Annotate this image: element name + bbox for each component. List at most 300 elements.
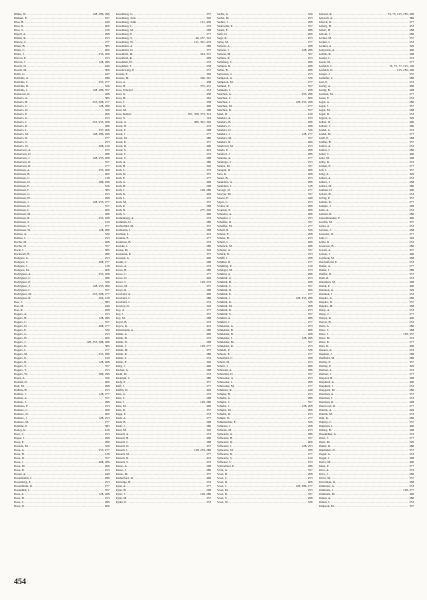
entry-pages: 357 — [206, 496, 211, 500]
entry-name: Schneider, R. — [217, 344, 234, 348]
entry-pages: 286 — [409, 100, 414, 104]
entry-name: Roth, A. — [115, 160, 126, 164]
entry-name: Rodriguez, J. — [14, 284, 31, 288]
entry-name: Sessions, D. — [318, 232, 334, 236]
entry-name: Roth, J. — [115, 188, 126, 192]
entry-name: Schiller, R. — [217, 260, 231, 264]
entry-name: Ross, G. — [115, 92, 127, 96]
entry-pages: 253 — [307, 324, 313, 328]
entry-pages: 268 — [104, 32, 110, 36]
entry-name: Silva, J. — [318, 472, 329, 476]
entry-name: Schwartz, J. — [217, 444, 233, 448]
entry-name: Robbins, D. — [14, 84, 29, 88]
entry-name: Roach, M. — [14, 68, 27, 72]
entry-name: Scott, W. — [217, 500, 229, 504]
entry-pages: 286, 296 — [98, 180, 110, 184]
entry-name: Rosenzweig, P. — [115, 68, 135, 72]
entry-pages: 268 — [307, 472, 313, 476]
entry-name: Rossi, M. — [115, 136, 128, 140]
entry-name: Roberts, R. — [14, 136, 29, 140]
entry-name: Ryder, P. — [115, 500, 127, 504]
entry-name: Shepherd, J. — [318, 384, 334, 388]
entry-name: Rush, A. — [115, 416, 127, 420]
entry-pages: 268 — [206, 396, 211, 400]
entry-pages: 326 — [104, 108, 110, 112]
entry-pages: 357 — [307, 436, 313, 440]
entry-name: Rogers, L. — [14, 348, 27, 352]
entry-pages: 253 — [409, 224, 414, 228]
entry-pages: 253, 268 — [98, 272, 110, 276]
index-entry — [319, 504, 415, 508]
entry-pages: 286 — [307, 212, 313, 216]
entry-name: Sato, K. — [217, 172, 228, 176]
entry-name: Simon, J. — [318, 500, 331, 504]
entry-pages: 277 — [307, 224, 313, 228]
entry-name: Sayer, C. — [217, 200, 229, 204]
entry-name: Roney, K. — [14, 428, 27, 432]
entry-name: Schuler, B. — [217, 392, 231, 396]
entry-pages: 385 — [104, 44, 110, 48]
entry-name: Rosenberg, John — [115, 20, 137, 24]
entry-pages: 357 — [206, 444, 211, 448]
entry-name: Rogers, G. — [14, 332, 28, 336]
entry-name: Sampson, M. — [217, 80, 234, 84]
entry-pages: 253, 286 — [301, 92, 313, 96]
entry-pages: 326 — [104, 280, 110, 284]
entry-pages: 419 — [206, 456, 211, 460]
entry-name: Rogers, D. — [14, 324, 28, 328]
entry-pages: 277 — [307, 188, 313, 192]
entry-pages: 253 — [104, 148, 110, 152]
entry-name: Schneider, D. — [217, 332, 234, 336]
entry-pages: 406 — [409, 84, 414, 88]
entry-pages: 253 — [307, 360, 313, 364]
entry-pages: 406 — [409, 424, 414, 428]
entry-name: Rosenblatt, A. — [115, 44, 134, 48]
entry-pages: 253 — [104, 368, 110, 372]
entry-name: Schroeder, M. — [217, 384, 235, 388]
entry-pages: 253, 277 — [98, 448, 110, 452]
entry-name: Roberts, M. — [14, 132, 29, 136]
entry-pages: 406 — [307, 480, 313, 484]
entry-name: Rose, M. — [14, 464, 26, 468]
entry-name: Sherman, J. — [318, 396, 334, 400]
entry-pages: 277 — [409, 92, 414, 96]
entry-pages: 277 — [409, 132, 414, 136]
entry-pages: 406 — [206, 104, 211, 108]
entry-pages: 253 — [206, 240, 211, 244]
entry-name: Rossi, P. — [115, 140, 127, 144]
entry-pages: 268 — [409, 156, 414, 160]
entry-pages: 268 — [409, 428, 414, 432]
entry-name: Romero, C. — [14, 408, 29, 412]
entry-name: Sandoval, M. — [217, 144, 234, 148]
entry-name: Shaw, J. — [318, 332, 329, 336]
entry-name: Ruiz, C. — [115, 396, 126, 400]
entry-name: Robertson, K. — [14, 160, 32, 164]
entry-name: Seitz, M. — [318, 156, 330, 160]
entry-pages: 268 — [409, 52, 414, 56]
entry-pages: 385 — [104, 188, 110, 192]
entry-name: Salazar, M. — [217, 52, 232, 56]
entry-pages: 268 — [206, 340, 211, 344]
entry-name: Robbins, C. — [14, 80, 29, 84]
entry-name: Rouse, M. — [115, 248, 129, 252]
entry-name: Rossi, A. — [115, 120, 127, 124]
entry-pages: 253 — [307, 460, 313, 464]
entry-pages: 128, 286 — [200, 400, 211, 404]
entry-name: Rossi, V. — [115, 156, 127, 160]
entry-name: Santos, M. — [217, 164, 231, 168]
entry-pages: 253 — [206, 480, 211, 484]
entry-pages: 268 — [409, 456, 414, 460]
entry-pages: 268 — [409, 352, 414, 356]
entry-pages: 419 — [104, 356, 110, 360]
entry-name: Rosenthal, H. — [115, 60, 133, 64]
entry-pages: 286 — [206, 136, 211, 140]
entry-pages: 268 — [307, 88, 313, 92]
entry-name: Shapiro, A. — [318, 296, 333, 300]
entry-name: Senn, A. — [318, 208, 330, 212]
entry-pages: 124 — [206, 116, 211, 120]
entry-pages: 406, 419 — [98, 296, 110, 300]
entry-name: Sanders, R. — [217, 140, 232, 144]
entry-pages: 128, 253 — [301, 444, 313, 448]
entry-name: Roe, R. — [14, 308, 24, 312]
entry-name: Schulz, D. — [217, 416, 230, 420]
entry-pages: 121, 436 — [200, 20, 211, 24]
entry-name: Routh, C. — [115, 260, 128, 264]
entry-name: Roper, J. — [14, 436, 25, 440]
entry-pages: 357 — [104, 288, 110, 292]
entry-name: Shannon, A. — [318, 288, 334, 292]
entry-name: Rountree, B. — [115, 240, 132, 244]
entry-name: Roy, A. — [115, 308, 125, 312]
entry-name: Romano, F. — [14, 404, 29, 408]
entry-pages: 286 — [409, 212, 414, 216]
entry-name: Segal, J. — [318, 104, 329, 108]
entry-name: Schwartz, B. — [217, 436, 233, 440]
entry-name: Schroeder, J. — [217, 380, 233, 384]
entry-name: Sanchez, M. — [217, 104, 233, 108]
entry-name: Rowe, M. — [115, 284, 128, 288]
entry-name: Russo, A. — [115, 464, 128, 468]
entry-pages: 438 — [206, 80, 211, 84]
entry-name: Schlegel, M. — [217, 268, 233, 272]
entry-pages: 268 — [206, 288, 211, 292]
entry-pages: 74, 75, 125, 185, 296 — [387, 12, 414, 16]
entry-name: Schmidt, S. — [217, 312, 232, 316]
entry-name: Schaefer, J. — [217, 216, 232, 220]
entry-pages: 128, 277 — [301, 132, 313, 136]
entry-pages: 268 — [307, 172, 313, 176]
entry-pages: 268 — [307, 64, 313, 68]
entry-name: Seeger, J. — [318, 72, 331, 76]
entry-pages: 286 — [206, 160, 211, 164]
entry-name: Shafer, A. — [318, 264, 331, 268]
entry-pages: 277 — [104, 348, 110, 352]
entry-name: Rupp, E. — [115, 412, 127, 416]
index-page — [14, 12, 414, 572]
entry-name: Rucker, A. — [115, 368, 129, 372]
entry-name: Robinson, A. — [14, 168, 31, 172]
entry-pages: 357 — [307, 108, 313, 112]
entry-name: Rossi, D. — [115, 124, 127, 128]
entry-name: Seckel, J. — [318, 40, 331, 44]
entry-pages: 357 — [307, 400, 313, 404]
entry-name: Sanders, C. — [217, 124, 232, 128]
entry-name: Seberg, H. — [318, 24, 332, 28]
entry-pages: 357 — [409, 220, 414, 224]
entry-name: Sherman, R. — [318, 400, 334, 404]
entry-pages: 268 — [206, 368, 211, 372]
entry-name: Rodriguez, E. — [14, 280, 32, 284]
entry-pages: 419 — [206, 148, 211, 152]
entry-name: Shields, A. — [318, 408, 332, 412]
entry-pages: 277 — [104, 484, 110, 488]
entry-pages: 277 — [409, 340, 414, 344]
entry-name: Schenck, M. — [217, 244, 233, 248]
entry-name: Rose, B. — [14, 452, 25, 456]
entry-name: Rogers, T. — [14, 368, 27, 372]
entry-name: Russell, D. — [115, 444, 130, 448]
entry-name: Semler, K. — [318, 200, 332, 204]
entry-pages: 406 — [307, 440, 313, 444]
entry-pages: 268 — [409, 180, 414, 184]
entry-name: Sampson, A. — [217, 76, 233, 80]
entry-pages: 301, 358, 373, 314 — [187, 112, 211, 116]
entry-pages: 357 — [206, 200, 211, 204]
entry-pages: 253 — [409, 40, 414, 44]
entry-pages: 253 — [409, 432, 414, 436]
entry-name: Ristow, C. — [14, 40, 27, 44]
entry-name: Roberts, G. — [14, 116, 29, 120]
entry-pages: 128, 286, 296 — [92, 12, 110, 16]
entry-pages: 277 — [104, 224, 110, 228]
entry-name: Salter, B. — [217, 68, 229, 72]
entry-pages: 268 — [409, 88, 414, 92]
entry-name: Shaver, B. — [318, 320, 332, 324]
entry-name: Shaw, R. — [318, 340, 330, 344]
entry-name: Sanders, J. — [217, 132, 231, 136]
entry-pages: 357 — [307, 164, 313, 168]
entry-name: Sharpe, R. — [318, 316, 332, 320]
entry-name: Rockwell, B. — [14, 252, 31, 256]
entry-name: Rubin, J. — [115, 344, 127, 348]
entry-pages: 406 — [104, 504, 110, 508]
entry-pages: 253 — [307, 116, 313, 120]
entry-name: Rosa, E. — [14, 440, 25, 444]
entry-name: Roth, C. — [115, 168, 126, 172]
entry-pages: 258 — [206, 64, 211, 68]
entry-name: Sierra, M. — [318, 460, 331, 464]
entry-name: Rubin, M. — [115, 348, 129, 352]
entry-pages: 286, 296 — [98, 372, 110, 376]
entry-pages: 277 — [206, 484, 211, 488]
entry-pages: 385 — [104, 344, 110, 348]
entry-pages: 253, 268, 277 — [92, 292, 110, 296]
entry-pages: 357 — [307, 192, 313, 196]
entry-pages: 406 — [409, 152, 414, 156]
entry-pages: 406 — [206, 436, 211, 440]
entry-pages: 253 — [206, 392, 211, 396]
entry-name: Rush, J. — [115, 424, 126, 428]
entry-name: Roberts, L. — [14, 128, 28, 132]
index-entry — [116, 500, 212, 504]
entry-pages: 357 — [409, 168, 414, 172]
entry-name: Sellers, A. — [318, 176, 332, 180]
entry-pages: 253 — [104, 140, 110, 144]
entry-pages: 253 — [206, 216, 211, 220]
entry-name: Salmon, D. — [217, 64, 232, 68]
entry-pages: 406 — [307, 96, 313, 100]
entry-name: Robinson, W. — [14, 228, 31, 232]
entry-name: Roth, P. — [115, 204, 126, 208]
entry-pages: 277 — [409, 464, 414, 468]
entry-pages: 357 — [307, 220, 313, 224]
entry-name: Shelby, E. — [318, 360, 332, 364]
entry-name: Ross, J. — [115, 100, 126, 104]
entry-pages: 253 — [307, 376, 313, 380]
entry-name: Rudy, P. — [115, 380, 126, 384]
entry-pages: 253 — [307, 308, 313, 312]
entry-pages: 268 — [409, 280, 414, 284]
entry-name: Sanders, B. — [217, 120, 232, 124]
entry-name: Segal, M. — [318, 108, 331, 112]
entry-pages: 357 — [206, 284, 211, 288]
entry-name: Rodriguez, L. — [14, 288, 32, 292]
entry-pages: 326 — [104, 232, 110, 236]
entry-pages: 268 — [409, 256, 414, 260]
entry-pages: 419 — [206, 324, 211, 328]
entry-name: Rocha, M. — [14, 240, 27, 244]
entry-name: Sauer, B. — [217, 176, 229, 180]
entry-name: Shelton, J. — [318, 372, 332, 376]
entry-pages: 406 — [409, 460, 414, 464]
entry-pages: 406 — [206, 332, 211, 336]
entry-name: Simon, A. — [318, 496, 331, 500]
entry-pages: 419 — [307, 456, 313, 460]
entry-name: Rosenberg, L. — [115, 24, 133, 28]
entry-pages: 286 — [104, 212, 110, 216]
entry-name: Sellers, M. — [318, 184, 332, 188]
entry-name: Schofield, C. — [217, 356, 234, 360]
entry-name: Schoen, E. — [217, 352, 231, 356]
entry-name: Scott, A. — [217, 468, 228, 472]
entry-name: Rodriguez, C. — [14, 276, 32, 280]
entry-name: Silva, A. — [318, 468, 330, 472]
entry-name: Seefeldt, C. — [318, 64, 334, 68]
entry-pages: 253 — [206, 412, 211, 416]
entry-name: Sherwood, D. — [318, 404, 336, 408]
entry-name: Shaw, A. — [318, 324, 330, 328]
entry-name: Seger, R. — [318, 112, 330, 116]
entry-name: Siegel, A. — [318, 452, 331, 456]
entry-name: Ryan, J. — [115, 492, 126, 496]
entry-pages: 406 — [409, 252, 414, 256]
entry-pages: 386 — [409, 16, 414, 20]
entry-pages: 268 — [307, 124, 313, 128]
entry-pages: 357 — [206, 252, 211, 256]
entry-name: Rodriguez, R. — [14, 296, 32, 300]
entry-name: Russell, R. — [115, 456, 129, 460]
entry-name: Salazar, J. — [217, 48, 230, 52]
entry-name: Rutherford, D. — [115, 476, 134, 480]
entry-pages: 253 — [307, 36, 313, 40]
entry-pages: 326 — [206, 428, 211, 432]
entry-pages: 286 — [307, 244, 313, 248]
entry-name: Shapiro, M. — [318, 304, 334, 308]
entry-name: Rock, J. — [14, 248, 25, 252]
entry-pages: 128, 253, 268 — [92, 156, 110, 160]
entry-name: Ruffin, D. — [115, 388, 129, 392]
entry-pages: 253 — [409, 240, 414, 244]
entry-pages: 449 — [307, 196, 313, 200]
entry-name: Safir, D. — [217, 32, 228, 36]
entry-pages: 268 — [307, 304, 313, 308]
entry-pages: 449 — [104, 472, 110, 476]
entry-pages: 286 — [206, 468, 211, 472]
entry-name: Sands, P. — [217, 148, 229, 152]
entry-name: Schneider, J. — [217, 336, 233, 340]
entry-name: Roth, G. — [115, 180, 127, 184]
entry-name: Schmitt, J. — [217, 320, 231, 324]
entry-pages: 128, 286 — [98, 60, 110, 64]
entry-pages: 286 — [307, 464, 313, 468]
entry-pages: 357 — [104, 488, 110, 492]
entry-pages: 406 — [307, 140, 313, 144]
entry-pages: 357 — [307, 312, 313, 316]
entry-name: Ross, C. — [14, 500, 25, 504]
entry-name: Simmons, J. — [318, 488, 334, 492]
entry-name: Rosenbaum, J. — [14, 476, 33, 480]
entry-pages: 268 — [206, 316, 211, 320]
entry-name: Sanchez, C. — [217, 96, 232, 100]
entry-name: Sanchez, A. — [217, 92, 232, 96]
entry-name: Ruby, J. — [115, 364, 126, 368]
entry-name: Root, C. — [14, 432, 25, 436]
entry-name: Sebeck, K. — [318, 20, 332, 24]
entry-name: Rodgers, A. — [14, 256, 29, 260]
entry-pages: 268 — [307, 148, 313, 152]
entry-name: Sebasta, R. — [318, 12, 333, 16]
entry-pages: 253 — [409, 348, 414, 352]
entry-name: Sebold, J. — [318, 32, 331, 36]
entry-pages: 357 — [409, 300, 414, 304]
entry-pages: 326 — [409, 288, 414, 292]
entry-name: Sedlak, R. — [318, 52, 332, 56]
entry-pages: 268 — [307, 44, 313, 48]
entry-pages: 277 — [104, 420, 110, 424]
page-number: 454 — [14, 577, 26, 586]
entry-name: Sanders, A. — [217, 116, 232, 120]
entry-pages: 406 — [104, 48, 110, 52]
entry-name: Rowland, J. — [115, 300, 131, 304]
entry-name: Schilling, P. — [217, 264, 232, 268]
entry-pages: 277 — [104, 40, 110, 44]
entry-name: Shannon, J. — [318, 292, 333, 296]
entry-name: Salas, M. — [217, 40, 229, 44]
entry-pages: 449 — [206, 388, 211, 392]
entry-pages: 128, 268 — [301, 404, 313, 408]
entry-pages: 357 — [104, 364, 110, 368]
entry-pages: 326 — [206, 248, 211, 252]
entry-pages: 277 — [307, 292, 313, 296]
entry-pages: 449 — [409, 408, 414, 412]
entry-name: Sellers, J. — [318, 180, 331, 184]
entry-name: Santiago, J. — [217, 160, 232, 164]
entry-pages: 357 — [409, 36, 414, 40]
